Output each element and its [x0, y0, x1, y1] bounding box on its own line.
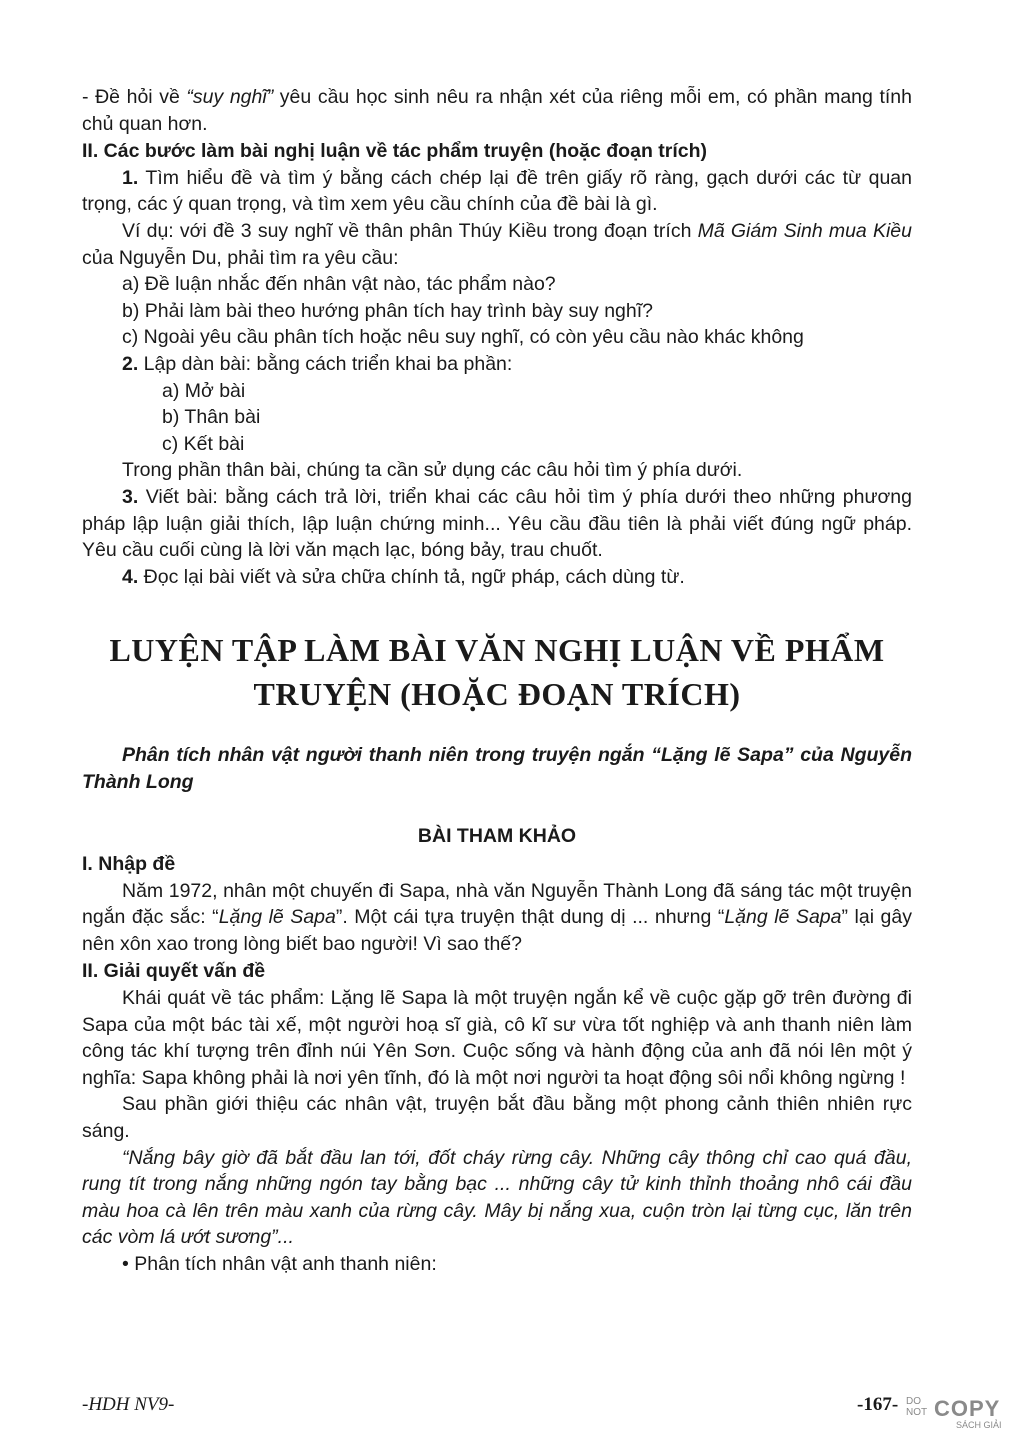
step-3 [82, 484, 912, 564]
text: ”. Một cái tựa truyện thật dung dị ... nhưng “ [335, 906, 725, 929]
text: của Nguyễn Du, phải tìm ra yêu cầu: [82, 246, 399, 269]
step-text: Viết bài: bằng cách trả lời, triển khai các câu hỏi tìm ý phía dưới theo những phương pháp lập luận giải thích, lập luận chứng minh... Yêu cầu đầu tiên là phải viết đúng ngữ pháp. Yêu cầu cuối cùng là lời văn mạch lạc, bóng bảy, trau chuốt. [82, 485, 912, 562]
intro-paragraph [82, 878, 912, 958]
title-line-2: TRUYỆN (HOẶC ĐOẠN TRÍCH) [253, 676, 741, 713]
quote-paragraph [82, 1145, 912, 1251]
section-heading-intro: I. Nhập đề [82, 853, 176, 876]
italic-quote: “Nắng bây giờ đã bắt đầu lan tới, đốt cháy rừng cây. Những cây thông chỉ cao quá đầu, rung tít trong nắng những ngón tay bằng bạc ... những cây tử kinh thỉnh thoảng nhô cái đầu màu hoa cà lên trên màu xanh của rừng cây. Mây bị nắng xua, cuộn tròn lại từng cục, lăn trên các vòm lá ướt sương”... [82, 1146, 912, 1249]
step-1 [82, 165, 912, 218]
reference-heading: BÀI THAM KHẢO [417, 825, 577, 848]
stamp-text: DO [906, 1396, 921, 1407]
text: Ví dụ: với đề 3 suy nghĩ về thân phân Thúy Kiều trong đoạn trích [122, 219, 698, 242]
outline-part-3: c) Kết bài [162, 432, 245, 455]
body-note: Trong phần thân bài, chúng ta cần sử dụng các câu hỏi tìm ý phía dưới. [122, 459, 743, 482]
text: Năm 1972, nhân một chuyến đi Sapa, nhà văn Nguyễn Thành Long đã sáng tác một truyện ngắn đặc sắc: “ [82, 879, 912, 929]
text: - Đề hỏi về [82, 86, 187, 108]
stamp-text: COPY [934, 1396, 1001, 1421]
step-text: Tìm hiểu đề và tìm ý bằng cách chép lại đề trên giấy rõ ràng, gạch dưới các từ quan trọng, các ý quan trọng, và tìm xem yêu cầu chính của đề bài là gì. [82, 166, 912, 216]
step-number: 2. [122, 352, 139, 375]
step-2 [82, 351, 912, 378]
step-number: 4. [122, 565, 139, 588]
question-a: a) Đề luận nhắc đến nhân vật nào, tác phẩm nào? [122, 273, 556, 296]
example-paragraph [82, 218, 912, 271]
step-text: Đọc lại bài viết và sửa chữa chính tả, ngữ pháp, cách dùng từ. [138, 565, 685, 588]
lesson-title [82, 628, 912, 716]
italic-text: Lặng lẽ Sapa [724, 906, 842, 929]
page-content [82, 84, 912, 1278]
step-text: Lập dàn bài: bằng cách triển khai ba phần: [138, 352, 513, 375]
section-heading-solve: II. Giải quyết vấn đề [82, 960, 266, 983]
text: yêu cầu học sinh nêu ra nhận xét của riêng mỗi em, có phần mang tính chủ quan hơn. [82, 86, 912, 135]
bullet-item: • Phân tích nhân vật anh thanh niên: [122, 1252, 437, 1275]
footer-book-code: -HDH NV9- [82, 1394, 175, 1415]
watermark-stamp [904, 1396, 1016, 1440]
outline-part-1: a) Mở bài [162, 379, 246, 402]
italic-text: Lặng lẽ Sapa [218, 906, 336, 929]
section-heading-steps: II. Các bước làm bài nghị luận về tác phẩm truyện (hoặc đoạn trích) [82, 140, 708, 163]
solve-paragraph-2: Sau phần giới thiệu các nhân vật, truyện bắt đầu bằng một phong cảnh thiên nhiên rực sáng. [82, 1093, 912, 1142]
italic-text: Mã Giám Sinh mua Kiều [697, 219, 912, 242]
stamp-text: NOT [906, 1407, 928, 1418]
solve-paragraph-1: Khái quát về tác phẩm: Lặng lẽ Sapa là một truyện ngắn kể về cuộc gặp gỡ trên đường đi Sapa của một bác tài xế, một người hoạ sĩ già, cô kĩ sư vừa tốt nghiệp và anh thanh niên làm công tác khí tượng trên đỉnh núi Yên Sơn. Cuộc sống và hành động của anh đã nói lên một ý nghĩa: Sapa không phải là nơi yên tĩnh, đó là một nơi người ta hoạt động sôi nổi không ngừng ! [82, 987, 912, 1089]
page-number: -167- [857, 1394, 899, 1415]
stamp-text: SÁCH GIẢI [956, 1420, 1002, 1430]
text: ” lại gây nên xôn xao trong lòng biết bao người! Vì sao thế? [82, 906, 912, 955]
question-c: c) Ngoài yêu cầu phân tích hoặc nêu suy nghĩ, có còn yêu cầu nào khác không [122, 326, 804, 349]
step-number: 3. [122, 485, 139, 508]
lesson-subtitle: Phân tích nhân vật người thanh niên trong truyện ngắn “Lặng lẽ Sapa” của Nguyễn Thành Long [82, 744, 912, 793]
paragraph-opinion-note [82, 84, 912, 137]
question-b: b) Phải làm bài theo hướng phân tích hay trình bày suy nghĩ? [122, 299, 654, 322]
italic-text: “suy nghĩ” [186, 86, 274, 108]
step-4 [82, 564, 912, 591]
title-line-1: LUYỆN TẬP LÀM BÀI VĂN NGHỊ LUẬN VỀ PHẨM [109, 632, 885, 669]
outline-part-2: b) Thân bài [162, 406, 261, 429]
step-number: 1. [122, 166, 139, 189]
